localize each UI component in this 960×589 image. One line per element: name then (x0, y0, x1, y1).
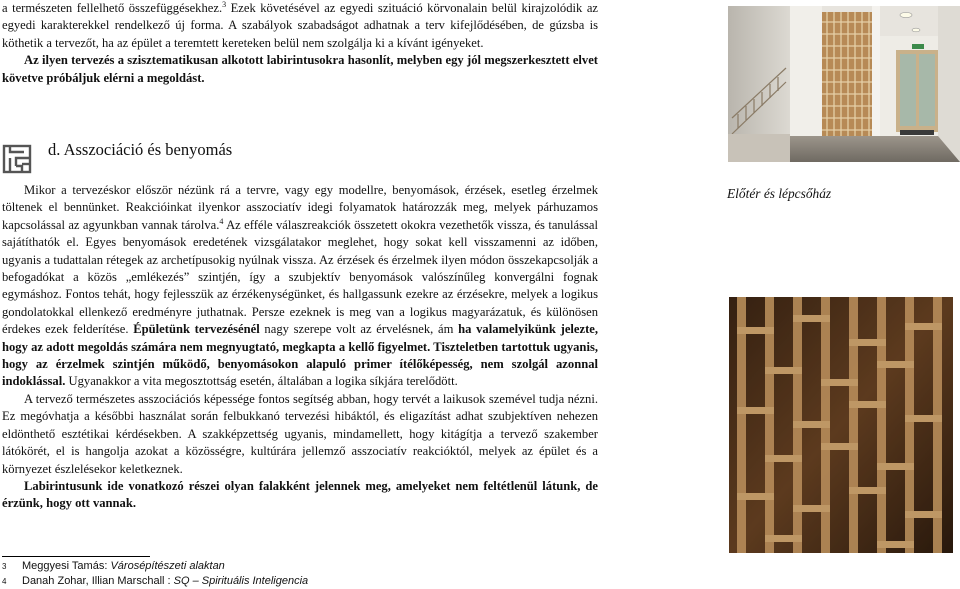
intro-text-b: Ezek követésével az egyedi szituáció körvonalain belül kirajzolódik az egyedi karakterekkel rendelkező új forma. A szabályok szabadságot adhatnak a terv kifejlődésében, de gúzsba is köthetik a tervezőt, ha az épület a teremtett kereteken belül nem szolgálja ki a kívánt igényeket. (2, 1, 598, 50)
footnote-number: 4 (2, 577, 7, 586)
section-paragraph-1 (2, 182, 598, 391)
labyrinth-icon (2, 144, 32, 174)
section-bold-1: Épületünk tervezésénél (133, 322, 260, 337)
intro-text (2, 0, 598, 87)
section-text-b: Az efféle válaszreakciók összetett okokra vezethetők vissza, és tanulással sajátíthatók el. Egyes benyomások eredetének vizsgálatakor meglehet, hogy sokat kell visszamenni az időben, ugyanis a tudattalan rétegek az archetípusokig nyúlnak vissza. Az érzések és érzelmek ilyen módon összekapcsolják a befogadókat a közös „emlékezés” szintjén, így a szubjektív benyomások valószínűleg konvergálni fognak egymáshoz. Fontos tehát, hogy fejlesszük az érzékenységünket, és hallgassunk ezekre az érzésekre, melyek a logikus gondolatokkal ellenkező eredményre juthatnak. Persze ezeknek is meg van a logikus magyarázatuk, és különösen érdekes ezek felderítése. (2, 217, 598, 337)
footnote-ref-3[interactable]: 3 (222, 0, 227, 9)
section-paragraph-2: A tervező természetes asszociációs képessége fontos segítség abban, hogy tervét a laikusok szemével tudja nézni. Ez megóvhatja a későbbi használat során felbukkanó tervezési hibáktól, és eligazítást adhat szubjektíven nehezen eldönthető esztétikai kérdésekben. A szakképzettség ugyanis, mindamellett, hogy kitágítja a tervező szakember látókörét, el is hangolja azokat a közösségre, kultúrára jellemző asszociatív reakcióktól, melyek az épület és a környezet észlelésekor keletkeznek. (2, 391, 598, 476)
footnote-number: 3 (2, 562, 7, 571)
section-bold-2: ha valamelyikünk jelezte, hogy az adott megoldás számára nem megnyugtató, megkapta a kellő figyelmet. Tiszteletben tartottuk ugyanis, hogy az érzelmek szintjén működő, benyomásokon alapuló primer ítélőképesség, nem szolgál azonnal indoklással. (2, 322, 599, 389)
footnote-divider (2, 556, 150, 557)
footnote-ref-4[interactable]: 4 (219, 216, 224, 226)
wooden-lattice-photo (729, 297, 953, 553)
footnote-4 (2, 575, 308, 588)
section-body (2, 182, 598, 513)
photo-caption: Előtér és lépcsőház (727, 186, 832, 201)
section-text-a: Mikor a tervezéskor először nézünk rá a tervre, vagy egy modellre, benyomások, érzések, esetleg érzelmek töltenek el bennünket. Reakcióinkat ilyenkor asszociatív idegi folyamatok határozzák meg, melyek párhuzamos kapcsolással az agyunkban vannak tárolva. (2, 183, 598, 232)
lobby-staircase-photo (728, 6, 960, 162)
section-paragraph-3: Labirintusunk ide vonatkozó részei olyan falakként jelennek meg, amelyeket nem feltétlenül látunk, de érzünk, hogy ott vannak. (2, 478, 598, 511)
intro-bold-paragraph: Az ilyen tervezés a szisztematikusan alkotott labirintusokra hasonlít, melyben egy jól megszerkesztett elvet követve próbáljuk elérni a megoldást. (2, 53, 598, 85)
intro-paragraph (2, 0, 598, 52)
footnote-3 (2, 560, 225, 573)
section-text-d: Ugyanakkor a vita megosztottság esetén, általában a logika síkjára terelődött. (65, 374, 458, 389)
footnote-title: Városépítészeti alaktan (110, 560, 225, 572)
section-heading: d. Asszociáció és benyomás (48, 140, 233, 159)
footnote-author: Meggyesi Tamás: (22, 560, 111, 572)
intro-text-a: a természeten fellelhető összefüggésekhez. (2, 1, 223, 15)
footnote-author: Danah Zohar, Illian Marschall : (22, 575, 174, 587)
section-text-c: nagy szerepe volt az érvelésnek, ám (259, 322, 459, 337)
section-heading-row (2, 140, 598, 180)
footnote-title: SQ – Spirituális Inteligencia (173, 575, 309, 587)
